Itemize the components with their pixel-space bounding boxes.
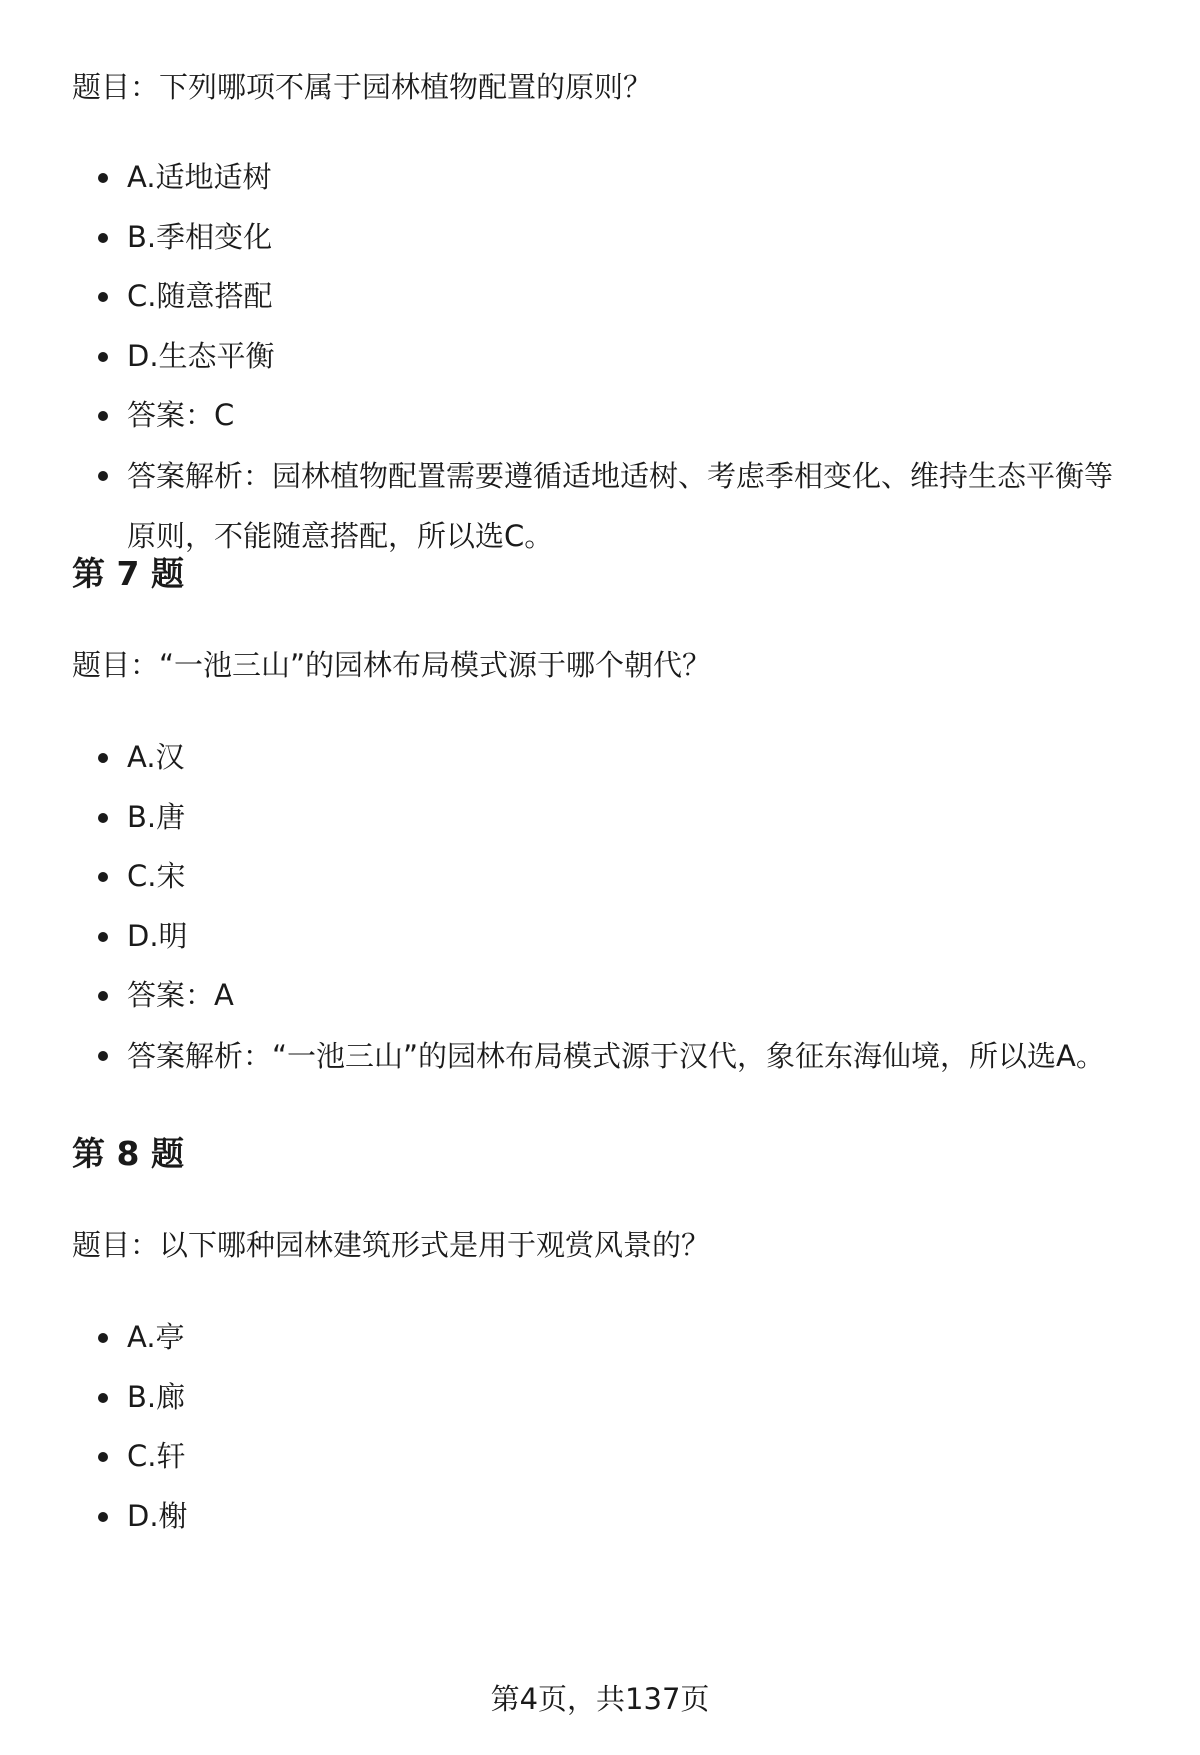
q8-heading: 第 8 题 — [72, 1134, 184, 1173]
q6-answer: 答案：C — [72, 386, 1142, 446]
q7-heading: 第 7 题 — [72, 554, 184, 593]
q8-option-c: C.轩 — [72, 1427, 1142, 1487]
q8-question: 题目：以下哪种园林建筑形式是用于观赏风景的？ — [72, 1228, 711, 1262]
q7-option-d: D.明 — [72, 907, 1142, 967]
q6-option-b: B.季相变化 — [72, 208, 1142, 268]
q7-analysis: 答案解析：“一池三山”的园林布局模式源于汉代，象征东海仙境，所以选A。 — [72, 1026, 1142, 1086]
q6-analysis: 答案解析：园林植物配置需要遵循适地适树、考虑季相变化、维持生态平衡等原则，不能随意搭配，所以选C。 — [72, 446, 1142, 566]
q8-options — [72, 1308, 1142, 1546]
page-footer: 第4页，共137页 — [490, 1682, 710, 1716]
q6-option-d: D.生态平衡 — [72, 327, 1142, 387]
q8-option-b: B.廊 — [72, 1368, 1142, 1428]
q7-options — [72, 728, 1142, 1086]
q6-option-c: C.随意搭配 — [72, 267, 1142, 327]
q7-option-c: C.宋 — [72, 847, 1142, 907]
q8-option-d: D.榭 — [72, 1487, 1142, 1547]
q6-options — [72, 148, 1142, 566]
q7-answer: 答案：A — [72, 966, 1142, 1026]
q7-question: 题目：“一池三山”的园林布局模式源于哪个朝代？ — [72, 648, 712, 682]
q6-question: 题目：下列哪项不属于园林植物配置的原则？ — [72, 70, 653, 104]
q7-option-b: B.唐 — [72, 788, 1142, 848]
q8-option-a: A.亭 — [72, 1308, 1142, 1368]
q7-option-a: A.汉 — [72, 728, 1142, 788]
q6-option-a: A.适地适树 — [72, 148, 1142, 208]
